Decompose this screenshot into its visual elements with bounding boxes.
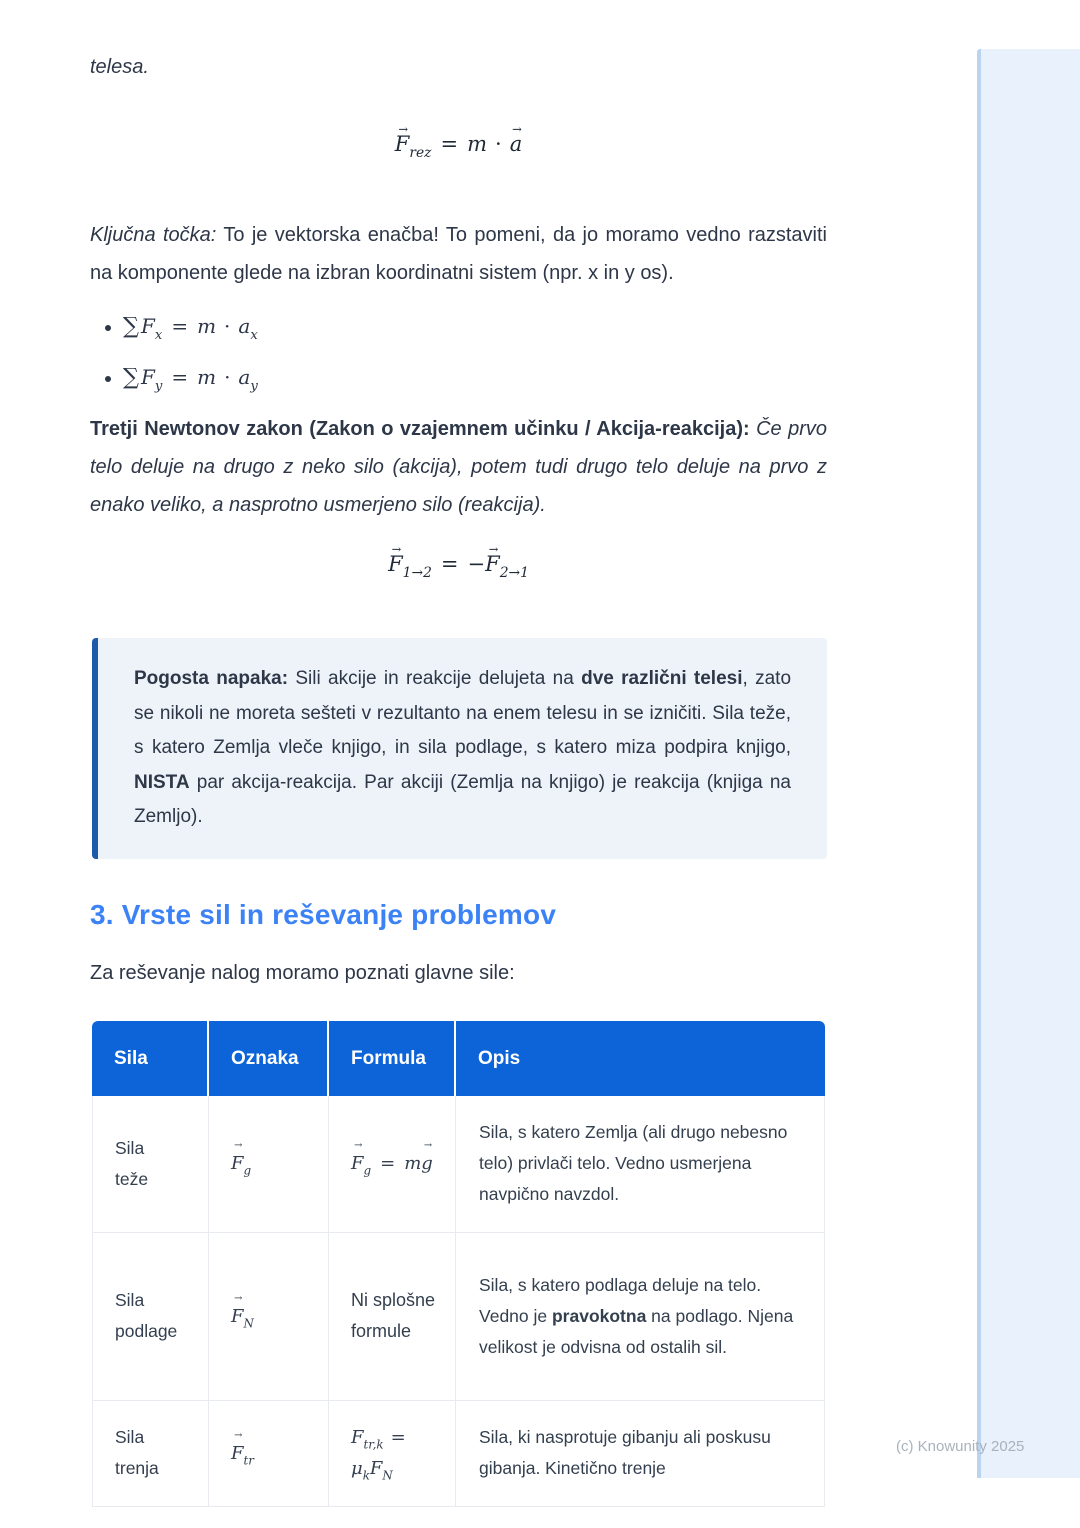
vector-F: F → bbox=[485, 542, 500, 576]
callout-text: , zato se nikoli ne moreta sešteti v rezultanto na enem telesu in se izničiti. Sila teže, s katero Zemlja vleče knjigo, in sila podlage, s katero miza podpira knjigo, bbox=[134, 668, 792, 758]
third-law-text: Če prvo telo deluje na drugo z neko silo (akcija), potem tudi drugo telo deluje na prvo z enako veliko, a nasprotno usmerjeno silo (reakcija). bbox=[90, 418, 827, 516]
force-symbol-cell: F → $_g$ bbox=[209, 1096, 329, 1233]
list-item bbox=[123, 359, 827, 396]
force-description-cell: Sila, s katero Zemlja (ali drugo nebesno telo) privlači telo. Vedno usmerjena navpično navzdol. bbox=[456, 1096, 825, 1233]
math-expression bbox=[394, 122, 523, 162]
third-law-lead: Tretji Newtonov zakon (Zakon o vzajemnem učinku / Akcija-reakcija): bbox=[90, 418, 750, 440]
vector-F: F → bbox=[231, 1292, 244, 1327]
vector-F: F → bbox=[388, 542, 403, 576]
page-margin-strip bbox=[977, 49, 1080, 1478]
vector-arrow-icon: → bbox=[391, 542, 402, 557]
key-point-paragraph bbox=[90, 216, 827, 292]
subscript-1-2: 1→2 bbox=[402, 565, 432, 582]
force-description-cell: Sila, ki nasprotuje gibanju ali poskusu gibanja. Kinetično trenje bbox=[456, 1401, 825, 1507]
equals-sign: = bbox=[380, 1153, 396, 1174]
section-heading: 3. Vrste sil in reševanje problemov bbox=[90, 898, 557, 930]
table-row bbox=[92, 1096, 825, 1233]
vector-arrow-icon: → bbox=[234, 1292, 243, 1304]
callout-bold-phrase: NISTA bbox=[134, 771, 190, 793]
table-header bbox=[92, 1021, 825, 1096]
document-content bbox=[90, 0, 827, 1507]
vector-F: F → bbox=[231, 1140, 244, 1174]
equals-sign: = bbox=[390, 1427, 406, 1448]
force-formula-cell: Ni splošne formule bbox=[329, 1233, 456, 1401]
force-formula-cell: $F_{tr,k}$ = $\mu_kF_N$ bbox=[329, 1401, 456, 1507]
callout-text: par akcija-reakcija. Par akciji (Zemlja na knjigo) je reakcija (knjiga na Zemljo). bbox=[134, 771, 791, 827]
key-point-text: To je vektorska enačba! To pomeni, da jo moramo vedno razstaviti na komponente glede na izbran koordinatni sistem (npr. x in y os). bbox=[90, 224, 827, 284]
forces-table bbox=[92, 1021, 825, 1507]
sum-fy-equation: ∑ $F_y = m \cdot a_y$ bbox=[123, 364, 258, 394]
force-symbol-cell: F → $_N$ bbox=[209, 1233, 329, 1401]
callout-text: Sili akcije in reakcije delujeta na bbox=[288, 668, 582, 689]
common-mistake-callout bbox=[92, 638, 827, 859]
vector-arrow-icon: → bbox=[488, 542, 499, 557]
vector-arrow-icon: → bbox=[398, 122, 409, 137]
force-name-cell: Sila teže bbox=[92, 1096, 209, 1233]
vector-arrow-icon: → bbox=[234, 1429, 243, 1441]
component-equations-list bbox=[90, 308, 827, 396]
vector-F: F → bbox=[351, 1140, 364, 1174]
force-name-cell: Sila podlage bbox=[92, 1233, 209, 1401]
column-header-sila: Sila bbox=[92, 1021, 209, 1096]
force-symbol-cell: F → $_{tr}$ bbox=[209, 1401, 329, 1507]
vector-F: F → bbox=[394, 122, 410, 156]
copyright-notice: (c) Knowunity 2025 bbox=[896, 1438, 1025, 1455]
equation-newton-second-law bbox=[90, 122, 827, 176]
column-header-oznaka: Oznaka bbox=[209, 1021, 329, 1096]
force-name-cell: Sila trenja bbox=[92, 1401, 209, 1507]
vector-arrow-icon: → bbox=[423, 1140, 433, 1152]
vector-F: F → bbox=[231, 1429, 244, 1464]
vector-arrow-icon: → bbox=[354, 1140, 363, 1152]
subscript-2-1: 2→1 bbox=[499, 565, 529, 582]
lead-fragment: telesa. bbox=[90, 56, 149, 78]
force-formula-cell: F → $_g$ = mg → bbox=[329, 1096, 456, 1233]
vector-g: g → bbox=[421, 1140, 433, 1174]
minus-sign: − bbox=[467, 552, 486, 576]
equation-action-reaction bbox=[90, 542, 827, 600]
equals-sign: = bbox=[440, 132, 459, 156]
mass-symbol: m bbox=[467, 132, 488, 156]
vector-arrow-icon: → bbox=[234, 1140, 243, 1152]
list-item bbox=[123, 308, 827, 345]
key-point-lead: Ključna točka: bbox=[90, 224, 217, 246]
sum-fx-equation: ∑ $F_x = m \cdot a_x$ bbox=[123, 313, 258, 343]
column-header-opis: Opis bbox=[456, 1021, 825, 1096]
vector-arrow-icon: → bbox=[512, 122, 522, 137]
column-header-formula: Formula bbox=[329, 1021, 456, 1096]
equals-sign: = bbox=[440, 552, 459, 576]
callout-bold-phrase: dve različni telesi bbox=[581, 668, 743, 689]
third-law-paragraph bbox=[90, 410, 827, 524]
section-intro: Za reševanje nalog moramo poznati glavne sile: bbox=[90, 961, 515, 984]
bold-phrase: pravokotna bbox=[551, 1305, 647, 1326]
subscript-rez: rez bbox=[409, 145, 432, 162]
table-header-row bbox=[92, 1021, 825, 1096]
dot-operator: · bbox=[495, 132, 502, 156]
math-expression bbox=[388, 542, 529, 582]
vector-a: a → bbox=[509, 122, 523, 156]
table-row bbox=[92, 1401, 825, 1507]
force-description-cell: Sila, s katero podlaga deluje na telo. Vedno je pravokotna na podlago. Njena velikost je odvisna od ostalih sil. bbox=[456, 1233, 825, 1401]
table-row bbox=[92, 1233, 825, 1401]
callout-lead: Pogosta napaka: bbox=[134, 668, 289, 689]
